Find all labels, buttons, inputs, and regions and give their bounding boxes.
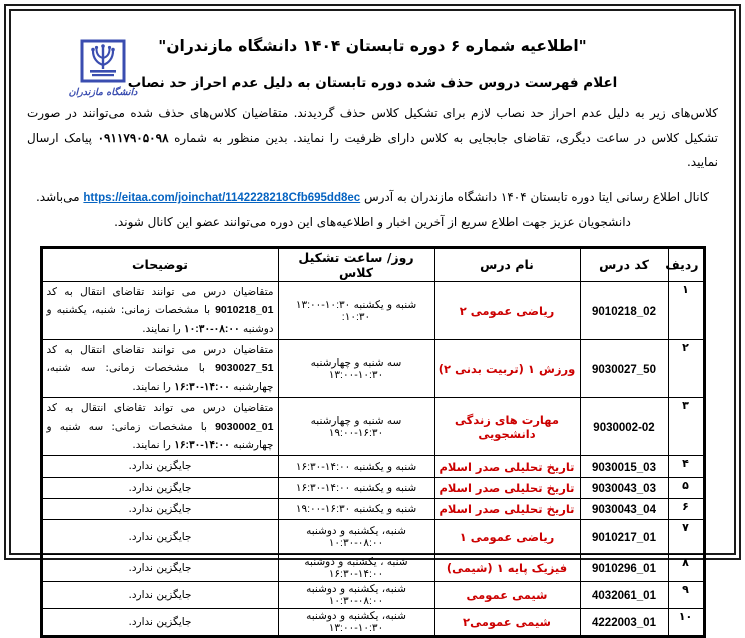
table-row — [41, 477, 704, 498]
course-name: ورزش ۱ (تربیت بدنی ۲) — [434, 340, 580, 398]
row-number: ۷ — [668, 520, 704, 555]
course-schedule: شنبه و یکشنبه ۱۳:۰۰-۱۰:۳۰ :۱۰:۳۰ — [278, 281, 434, 339]
row-number: ۳ — [668, 398, 704, 456]
page-inner-border — [9, 9, 736, 635]
table-row — [41, 456, 704, 477]
course-name: ریاضی عمومی ۱ — [434, 520, 580, 555]
row-number: ۸ — [668, 555, 704, 582]
course-code: 9030015_03 — [580, 456, 668, 477]
table-row — [41, 555, 704, 582]
university-logo — [53, 39, 153, 98]
course-code: 9010217_01 — [580, 520, 668, 555]
course-code: 9010218_02 — [580, 281, 668, 339]
header-course-code: کد درس — [580, 247, 668, 281]
channel-text: کانال اطلاع رسانی ایتا دوره تابستان ۱۴۰۴ دانشگاه مازندران به آدرس — [360, 189, 709, 204]
course-code: 9030043_04 — [580, 499, 668, 520]
course-schedule: شنبه و یکشنبه ۱۶:۳۰-۱۴:۰۰ — [278, 477, 434, 498]
deleted-courses-table — [40, 246, 706, 638]
row-number: ۱۰ — [668, 609, 704, 637]
table-row — [41, 499, 704, 520]
table-row — [41, 520, 704, 555]
course-name: تاریخ تحلیلی صدر اسلام — [434, 477, 580, 498]
course-schedule: شنبه، یکشنبه و دوشنبه ۱۰:۳۰-۰۸:۰۰ — [278, 520, 434, 555]
course-name: فیزیک پایه ۱ (شیمی) — [434, 555, 580, 582]
course-name: شیمی عمومی۲ — [434, 609, 580, 637]
course-code: 9030002-02 — [580, 398, 668, 456]
university-tree-logo-icon — [53, 39, 153, 83]
course-name: تاریخ تحلیلی صدر اسلام — [434, 499, 580, 520]
course-name: تاریخ تحلیلی صدر اسلام — [434, 456, 580, 477]
course-code: 9030027_50 — [580, 340, 668, 398]
course-code: 4032061_01 — [580, 582, 668, 609]
table-row — [41, 582, 704, 609]
document-header — [23, 37, 722, 98]
course-note: جایگزین ندارد. — [41, 582, 278, 609]
course-note: متقاضیان درس می توانند تقاضای انتقال به کد 9010218_01 با مشخصات زمانی: شنبه، یکشنبه و دوشنبه ۱۰:۳۰-۰۸:۰۰ را نمایند. — [41, 281, 278, 339]
course-note: جایگزین ندارد. — [41, 609, 278, 637]
header-notes: توضیحات — [41, 247, 278, 281]
course-code: 9010296_01 — [580, 555, 668, 582]
page-outer-border — [4, 4, 741, 635]
row-number: ۵ — [668, 477, 704, 498]
course-note: جایگزین ندارد. — [41, 555, 278, 582]
channel-paragraph — [27, 185, 718, 235]
eitaa-channel-link[interactable]: https://eitaa.com/joinchat/1142228218Cfb695dd8ec — [83, 191, 361, 204]
sms-phone-number: ۰۹۱۱۷۹۰۵۰۹۸ — [97, 130, 169, 145]
intro-text-end: پیامک ارسال نمایید. — [27, 130, 718, 170]
course-note: جایگزین ندارد. — [41, 477, 278, 498]
university-name: دانشگاه مازندران — [68, 87, 138, 98]
course-schedule: سه شنبه و چهارشنبه ۱۹:۰۰-۱۶:۳۰ — [278, 398, 434, 456]
course-note: جایگزین ندارد. — [41, 456, 278, 477]
intro-text: کلاس‌های زیر به دلیل عدم احراز حد نصاب لازم برای تشکیل کلاس حذف گردیدند. متقاضیان کلاس‌های حذف شده می‌توانند در صورت تشکیل کلاس در ساعت دیگری، تقاضای جابجایی به کلاس دارای ظرفیت را نمایند. بدین منظور به شماره — [27, 106, 718, 145]
course-schedule: سه شنبه و چهارشنبه ۱۳:۰۰-۱۰:۳۰ — [278, 340, 434, 398]
course-schedule: شنبه، یکشنبه و دوشنبه ۱۳:۰۰-۱۰:۳۰ — [278, 609, 434, 637]
header-schedule: روز/ ساعت تشکیل کلاس — [278, 247, 434, 281]
page-subtitle: اعلام فهرست دروس حذف شده دوره تابستان به دلیل عدم احراز حد نصاب — [127, 75, 618, 91]
row-number: ۱ — [668, 281, 704, 339]
course-schedule: شنبه و یکشنبه ۱۹:۰۰-۱۶:۳۰ — [278, 499, 434, 520]
course-name: ریاضی عمومی ۲ — [434, 281, 580, 339]
page-title: "اطلاعیه شماره ۶ دوره تابستان ۱۴۰۴ دانشگاه مازندران" — [158, 37, 587, 55]
intro-paragraph — [27, 101, 718, 175]
course-schedule: شنبه، یکشنبه و دوشنبه ۱۰:۳۰-۰۸:۰۰ — [278, 582, 434, 609]
row-number: ۲ — [668, 340, 704, 398]
channel-text-end: می‌باشد. دانشجویان عزیز جهت اطلاع سریع از آخرین اخبار و اطلاعیه‌های این دوره می‌توانند عضو این کانال شوند. — [35, 189, 631, 230]
row-number: ۹ — [668, 582, 704, 609]
row-number: ۴ — [668, 456, 704, 477]
table-row — [41, 340, 704, 398]
table-row — [41, 281, 704, 339]
course-code: 4222003_01 — [580, 609, 668, 637]
course-name: مهارت های زندگی دانشجویی — [434, 398, 580, 456]
course-note: متقاضیان درس می توانند تقاضای انتقال به کد 9030027_51 با مشخصات زمانی: سه شنبه، چهارشنبه ۱۶:۳۰-۱۴:۰۰ را نمایند. — [41, 340, 278, 398]
course-note: متقاضیان درس می تواند تقاضای انتقال به کد 9030002_01 با مشخصات زمانی: سه شنبه و چهارشنبه ۱۶:۳۰-۱۴:۰۰ را نمایند. — [41, 398, 278, 456]
header-course-name: نام درس — [434, 247, 580, 281]
row-number: ۶ — [668, 499, 704, 520]
table-row — [41, 609, 704, 637]
course-code: 9030043_03 — [580, 477, 668, 498]
course-name: شیمی عمومی — [434, 582, 580, 609]
table-header-row — [41, 247, 704, 281]
course-note: جایگزین ندارد. — [41, 499, 278, 520]
course-note: جایگزین ندارد. — [41, 520, 278, 555]
course-schedule: شنبه ، یکشنبه و دوشنبه ۱۶:۳۰-۱۴:۰۰ — [278, 555, 434, 582]
table-row — [41, 398, 704, 456]
course-schedule: شنبه و یکشنبه ۱۶:۳۰-۱۴:۰۰ — [278, 456, 434, 477]
header-row-number: ردیف — [668, 247, 704, 281]
